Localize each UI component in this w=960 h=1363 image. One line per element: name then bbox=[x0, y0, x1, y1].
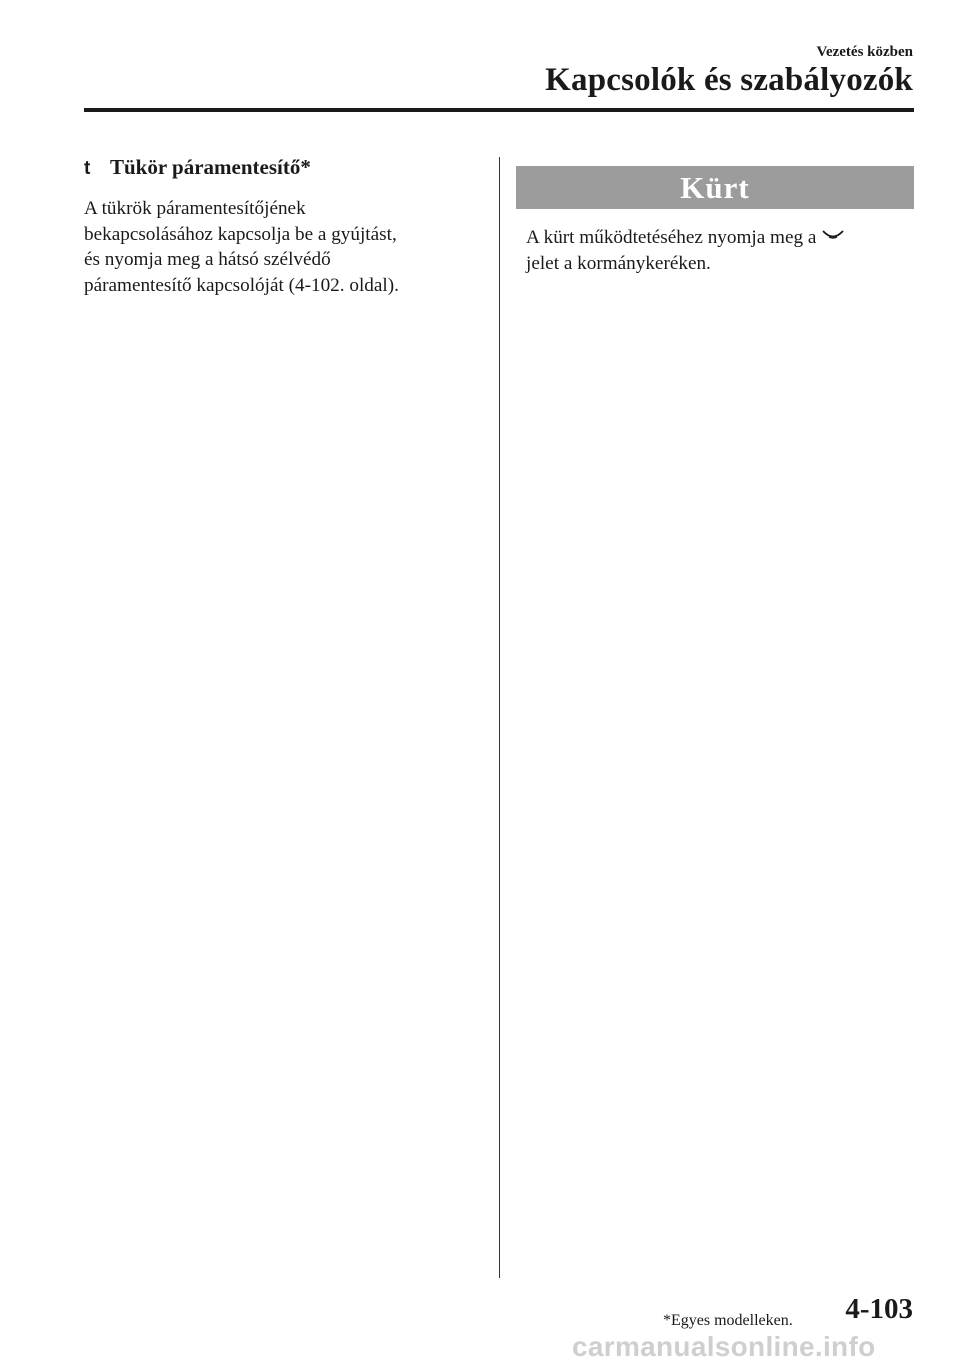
footnote: *Egyes modelleken. bbox=[663, 1312, 793, 1329]
column-divider bbox=[499, 157, 500, 1278]
running-header-section: Vezetés közben bbox=[816, 44, 913, 60]
section-bullet: t bbox=[84, 158, 91, 179]
horn-icon bbox=[820, 226, 846, 252]
right-column bbox=[516, 166, 914, 277]
horn-paragraph-line1: A kürt működtetéséhez nyomja meg a bbox=[526, 227, 817, 248]
section-title bbox=[84, 155, 484, 180]
horn-heading-bar bbox=[516, 166, 914, 209]
header-rule bbox=[84, 108, 914, 112]
horn-paragraph bbox=[516, 225, 914, 277]
page-number: 4-103 bbox=[845, 1293, 913, 1325]
left-column bbox=[84, 155, 484, 298]
watermark: carmanualsonline.info bbox=[572, 1331, 876, 1362]
running-header-chapter: Kapcsolók és szabályozók bbox=[545, 62, 913, 98]
mirror-defroster-paragraph: A tükrök páramentesítőjének bekapcsolásához kapcsolja be a gyújtást, és nyomja meg a hátsó szélvédő páramentesítő kapcsolóját (4-102. oldal). bbox=[84, 198, 399, 296]
section-title-text: Tükör páramentesítő* bbox=[110, 155, 311, 179]
horn-heading: Kürt bbox=[680, 169, 750, 205]
horn-paragraph-line2: jelet a kormánykeréken. bbox=[526, 253, 711, 275]
